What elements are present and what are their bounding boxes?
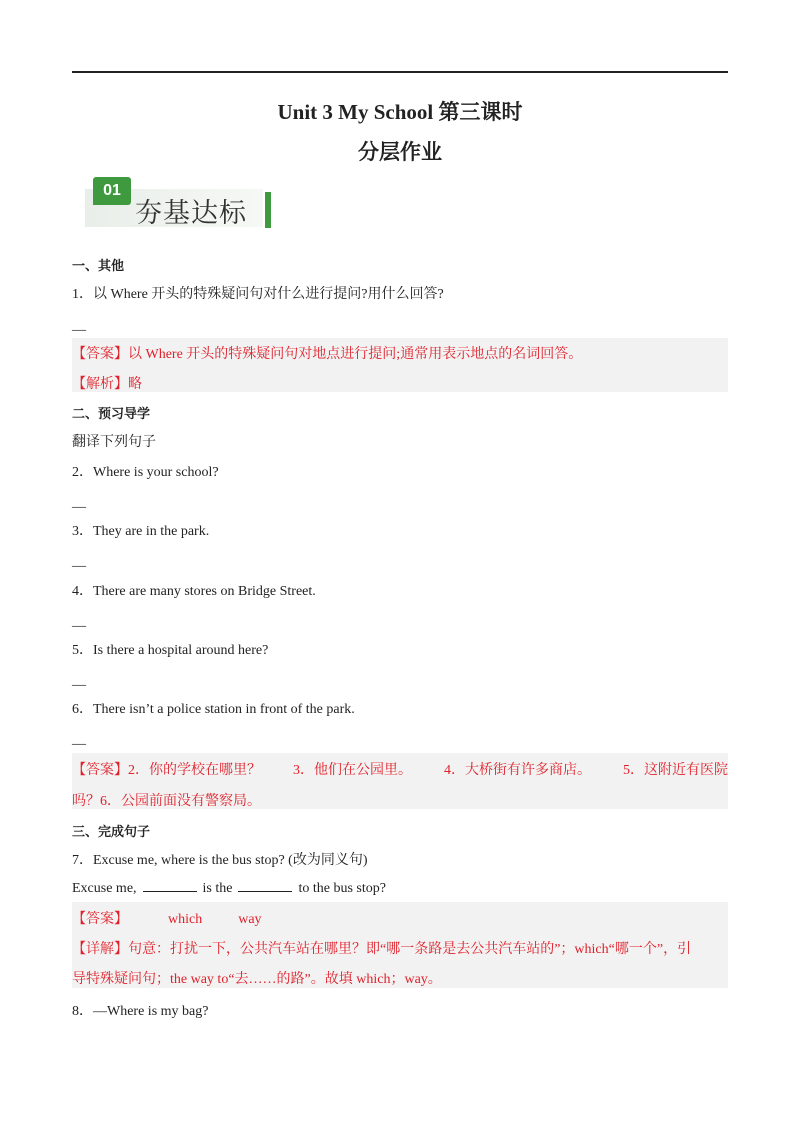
answer-blank-5: __ [72,673,86,688]
question-3: 3．They are in the park. [72,524,210,539]
answer-blank-6: __ [72,732,86,747]
question-2: 2．Where is your school? [72,465,219,480]
answer-way: way [238,912,262,927]
section3-heading: 三、完成句子 [72,825,151,840]
answer-box-1 [72,338,728,392]
detail-line-2: 导特殊疑问句；the way to“去……的路”。故填 which；way。 [72,972,442,987]
detail-line-1: 【详解】句意：打扰一下，公共汽车站在哪里？即“哪一条路是去公共汽车站的”；which“哪一个”，引 [72,942,692,957]
badge-label: 夯基达标 [135,198,247,229]
page-subtitle: 分层作业 [358,140,442,164]
answer-label-7: 【答案】 [72,912,128,927]
question-1: 1．以 Where 开头的特殊疑问句对什么进行提问?用什么回答? [72,287,444,302]
answer-box-2 [72,753,728,809]
section-badge [85,175,275,231]
badge-number: 01 [93,177,131,205]
section2-instruction: 翻译下列句子 [72,435,156,450]
answer-5-6: 吗？6．公园前面没有警察局。 [72,794,261,809]
question-6: 6．There isn’t a police station in front of the park. [72,702,355,717]
section2-heading: 二、预习导学 [72,407,151,422]
answer-line-7 [72,908,262,928]
fill-part-1: Excuse me, [72,881,137,896]
header-rule [72,71,728,73]
answer-blank-1: __ [72,318,86,333]
section1-heading: 一、其他 [72,259,125,274]
question-5: 5．Is there a hospital around here? [72,643,269,658]
answer-box-3 [72,902,728,988]
badge-accent-bar [265,192,271,228]
answer-5: 5．这附近有医院 [623,763,728,778]
fill-blank-2[interactable] [238,879,292,892]
answer-which: which [168,912,203,927]
answer-blank-2: __ [72,495,86,510]
analysis-1: 【解析】略 [72,377,142,392]
page-title: Unit 3 My School 第三课时 [277,100,523,124]
fill-blank-1[interactable] [143,879,197,892]
answer-blank-3: __ [72,554,86,569]
fill-part-2: is the [202,881,233,896]
question-7-fill [72,879,386,897]
answer-4: 4．大桥街有许多商店。 [444,763,591,778]
fill-part-3: to the bus stop? [298,881,386,896]
answer-2: 【答案】2．你的学校在哪里？ [72,763,261,778]
answer-blank-4: __ [72,614,86,629]
question-7: 7．Excuse me, where is the bus stop? (改为同义句) [72,853,368,868]
question-4: 4．There are many stores on Bridge Street. [72,584,316,599]
answer-1: 【答案】以 Where 开头的特殊疑问句对地点进行提问;通常用表示地点的名词回答。 [72,347,583,362]
question-8: 8．—Where is my bag? [72,1004,209,1019]
answer-3: 3．他们在公园里。 [293,763,412,778]
answer-line-2 [72,759,728,779]
